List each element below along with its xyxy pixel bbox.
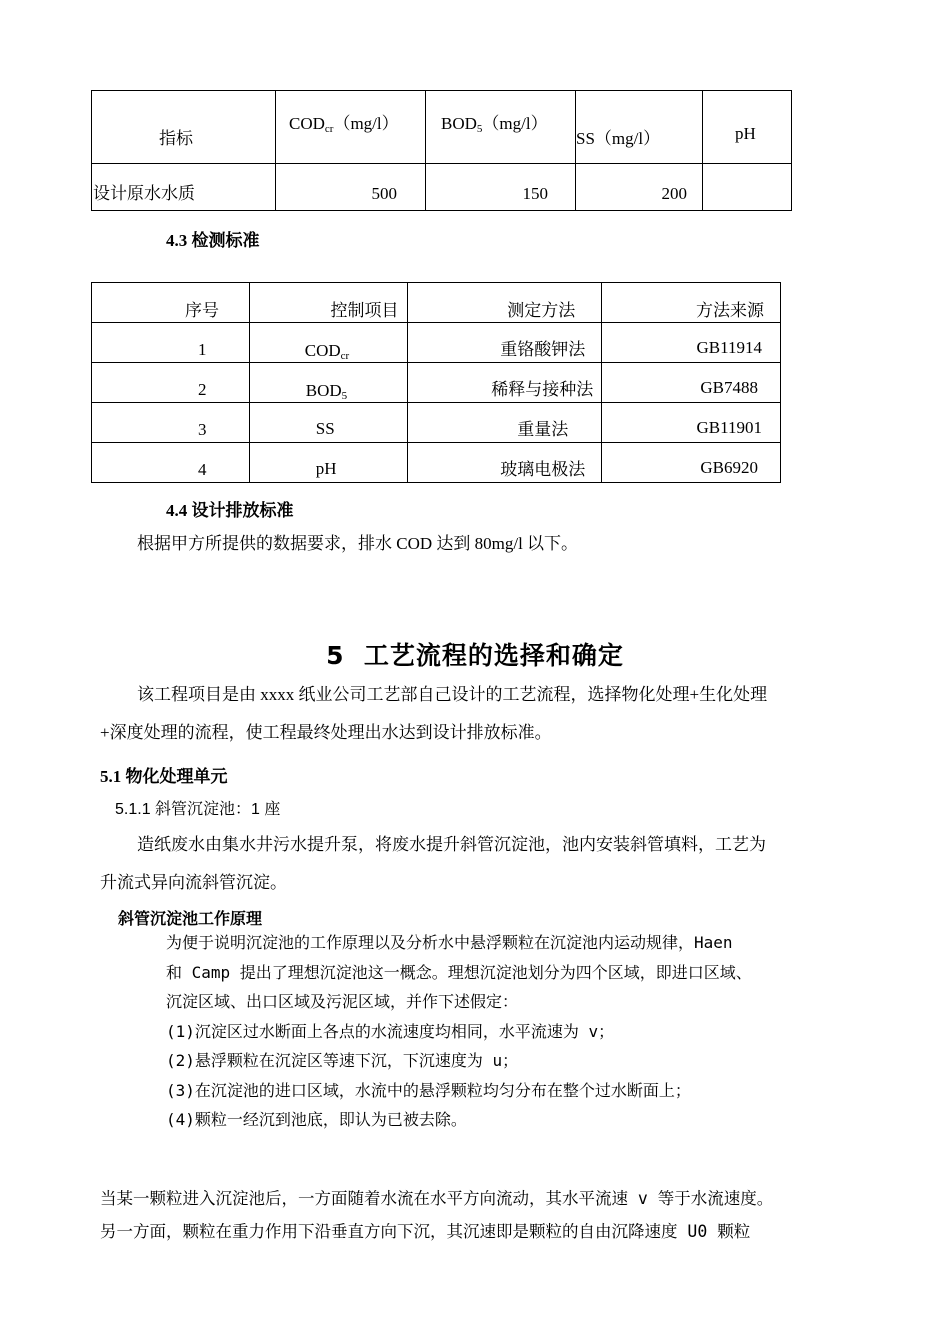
table-row — [92, 363, 781, 403]
header-cell-cod: $COD_{cr}(mg/l)$ — [276, 91, 426, 164]
principle-line: 沉淀区域、出口区域及污泥区域，并作下述假定： — [166, 992, 519, 1011]
table-row — [92, 443, 781, 483]
water-quality-table — [91, 90, 792, 211]
bottom-paragraph-line-2: 另一方面，颗粒在重力作用下沿垂直方向下沉，其沉速即是颗粒的自由沉降速度 U0 颗粒 — [100, 1222, 751, 1241]
table-header-row — [92, 283, 781, 323]
header-cell-item: 控制项目 — [249, 283, 407, 323]
row-method-cell: 稀释与接种法 — [407, 363, 602, 403]
table-row — [92, 164, 792, 211]
row-no-cell: 2 — [92, 363, 250, 403]
row-no-cell: 3 — [92, 403, 250, 443]
row-method-cell: 玻璃电极法 — [407, 443, 602, 483]
row-no-cell: 1 — [92, 323, 250, 363]
principle-text-block — [166, 928, 752, 1135]
row-item-cell: $BOD_5$ — [249, 363, 407, 403]
assumption-item: (2)悬浮颗粒在沉淀区等速下沉，下沉速度为 u； — [166, 1051, 519, 1070]
chapter-5-paragraph-line-2: +深度处理的流程，使工程最终处理出水达到设计排放标准。 — [100, 723, 552, 742]
bottom-paragraph — [100, 1182, 773, 1248]
section-5-1-1-paragraph-line-1: 造纸废水由集水井污水提升泵，将废水提升斜管沉淀池，池内安装斜管填料，工艺为 — [137, 835, 766, 854]
header-cell-ph: pH — [703, 91, 792, 164]
cod-value-cell: 500 — [276, 164, 426, 211]
header-cell-indicator: 指标 — [92, 91, 276, 164]
table-row — [92, 403, 781, 443]
assumption-item: (1)沉淀区过水断面上各点的水流速度均相同，水平流速为 v； — [166, 1021, 615, 1041]
section-4-4-heading: 4.4 设计排放标准 — [166, 501, 294, 520]
section-4-3-heading: 4.3 检测标准 — [166, 231, 260, 250]
header-cell-bod: $BOD_5(mg/l)$ — [426, 91, 576, 164]
chapter-5-title: 5 工艺流程的选择和确定 — [326, 641, 624, 670]
bottom-paragraph-line-1: 当某一颗粒进入沉淀池后，一方面随着水流在水平方向流动，其水平流速 v 等于水流速度。 — [100, 1189, 774, 1208]
header-cell-source: 方法来源 — [602, 283, 781, 323]
row-no-cell: 4 — [92, 443, 250, 483]
section-5-1-heading: 5.1 物化处理单元 — [100, 767, 228, 786]
chapter-5-paragraph-line-1: 该工程项目是由 xxxx 纸业公司工艺部自己设计的工艺流程，选择物化处理+生化处理 — [137, 685, 768, 704]
table-header-row — [92, 91, 792, 164]
section-5-1-1-heading: 5.1.1 斜管沉淀池：1 座 — [115, 801, 281, 818]
assumption-item: (4)颗粒一经沉到池底，即认为已被去除。 — [166, 1110, 467, 1129]
principle-heading: 斜管沉淀池工作原理 — [118, 911, 263, 928]
row-source-cell: GB6920 — [602, 443, 781, 483]
row-source-cell: GB11914 — [602, 323, 781, 363]
ss-value-cell: 200 — [576, 164, 703, 211]
row-method-cell: 重量法 — [407, 403, 602, 443]
principle-line: 为便于说明沉淀池的工作原理以及分析水中悬浮颗粒在沉淀池内运动规律，Haen — [166, 933, 733, 952]
row-item-cell: $COD_{cr}$ — [249, 323, 407, 363]
test-standard-table — [91, 282, 781, 483]
header-cell-no: 序号 — [92, 283, 250, 323]
row-method-cell: 重铬酸钾法 — [407, 323, 602, 363]
ph-value-cell — [703, 164, 792, 211]
header-cell-ss: SS（mg/l） — [576, 91, 703, 164]
discharge-standard-paragraph: 根据甲方所提供的数据要求，排水 COD 达到 80mg/l 以下。 — [137, 534, 579, 553]
assumption-item: (3)在沉淀池的进口区域，水流中的悬浮颗粒均匀分布在整个过水断面上； — [166, 1080, 691, 1100]
row-item-cell: pH — [249, 443, 407, 483]
header-cell-method: 测定方法 — [407, 283, 602, 323]
row-source-cell: GB7488 — [602, 363, 781, 403]
table-row — [92, 323, 781, 363]
principle-line: 和 Camp 提出了理想沉淀池这一概念。理想沉淀池划分为四个区域，即进口区域、 — [166, 962, 752, 982]
section-5-1-1-paragraph-line-2: 升流式异向流斜管沉淀。 — [100, 873, 287, 892]
row-item-cell: SS — [249, 403, 407, 443]
row-label-cell: 设计原水水质 — [92, 164, 276, 211]
row-source-cell: GB11901 — [602, 403, 781, 443]
bod-value-cell: 150 — [426, 164, 576, 211]
